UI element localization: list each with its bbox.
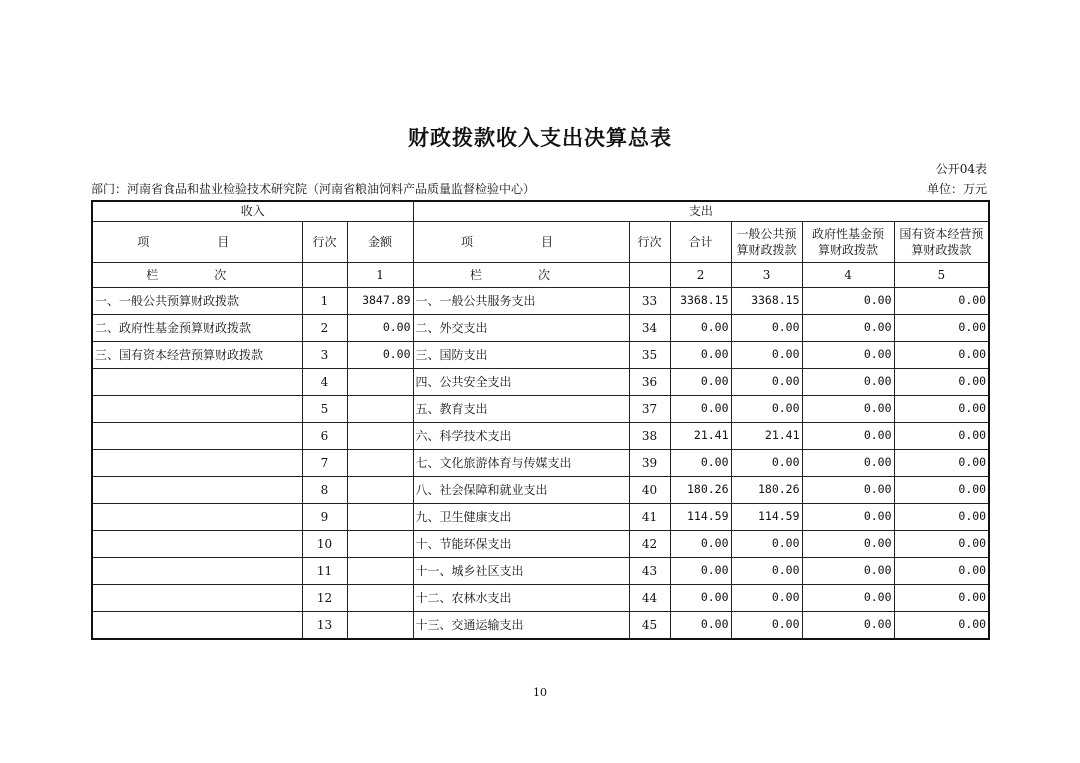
income-amount-cell: 3847.89 — [347, 288, 413, 315]
table-row — [92, 396, 989, 423]
table-row — [92, 531, 989, 558]
expense-total-cell: 0.00 — [670, 585, 731, 612]
expense-item-cell: 五、教育支出 — [413, 396, 629, 423]
income-row-no-cell: 11 — [302, 558, 347, 585]
expense-general-cell: 0.00 — [731, 531, 802, 558]
expense-soe-cell: 0.00 — [894, 531, 989, 558]
expense-total-cell: 0.00 — [670, 315, 731, 342]
expense-row-no-cell: 39 — [629, 450, 670, 477]
expense-item-cell: 十二、农林水支出 — [413, 585, 629, 612]
expense-item-cell: 十、节能环保支出 — [413, 531, 629, 558]
income-item-cell — [92, 612, 302, 640]
income-row-no-cell: 13 — [302, 612, 347, 640]
income-item-cell — [92, 369, 302, 396]
income-row-no-cell: 7 — [302, 450, 347, 477]
expense-soe-cell: 0.00 — [894, 423, 989, 450]
income-amount-cell — [347, 585, 413, 612]
income-amount-cell — [347, 396, 413, 423]
table-row — [92, 369, 989, 396]
expense-total-cell: 114.59 — [670, 504, 731, 531]
expense-item-cell: 四、公共安全支出 — [413, 369, 629, 396]
income-amount-cell — [347, 558, 413, 585]
expense-soe-cell: 0.00 — [894, 450, 989, 477]
expense-row-no-cell: 41 — [629, 504, 670, 531]
expense-row-no-cell: 37 — [629, 396, 670, 423]
expense-item-cell: 八、社会保障和就业支出 — [413, 477, 629, 504]
expense-row-no-header: 行次 — [629, 222, 670, 263]
table-row — [92, 558, 989, 585]
table-row — [92, 315, 989, 342]
income-row-no-cell: 10 — [302, 531, 347, 558]
form-number: 公开04表 — [935, 162, 987, 176]
expense-soe-cell: 0.00 — [894, 396, 989, 423]
income-amount-cell — [347, 369, 413, 396]
expense-general-cell: 180.26 — [731, 477, 802, 504]
table-row — [92, 612, 989, 640]
expense-row-no-cell: 38 — [629, 423, 670, 450]
col-index-4: 4 — [802, 263, 894, 288]
expense-row-no-cell: 43 — [629, 558, 670, 585]
expense-general-cell: 21.41 — [731, 423, 802, 450]
expense-item-cell: 二、外交支出 — [413, 315, 629, 342]
expense-fund-cell: 0.00 — [802, 342, 894, 369]
income-row-no-cell: 1 — [302, 288, 347, 315]
expense-general-cell: 0.00 — [731, 369, 802, 396]
expense-general-cell: 0.00 — [731, 315, 802, 342]
expense-total-cell: 0.00 — [670, 450, 731, 477]
expense-total-cell: 0.00 — [670, 369, 731, 396]
expense-general-cell: 3368.15 — [731, 288, 802, 315]
income-row-no-cell: 8 — [302, 477, 347, 504]
expense-item-cell: 十三、交通运输支出 — [413, 612, 629, 640]
col-index-3: 3 — [731, 263, 802, 288]
expense-total-cell: 21.41 — [670, 423, 731, 450]
income-item-cell — [92, 450, 302, 477]
income-amount-header: 金额 — [347, 222, 413, 263]
income-amount-cell — [347, 477, 413, 504]
expense-fund-cell: 0.00 — [802, 531, 894, 558]
expense-fund-cell: 0.00 — [802, 477, 894, 504]
expense-total-cell: 0.00 — [670, 612, 731, 640]
table-row — [92, 504, 989, 531]
income-row-no-cell: 4 — [302, 369, 347, 396]
table-row — [92, 423, 989, 450]
income-row-no-cell: 6 — [302, 423, 347, 450]
expense-fund-cell: 0.00 — [802, 450, 894, 477]
income-item-cell — [92, 504, 302, 531]
expense-fund-cell: 0.00 — [802, 288, 894, 315]
expense-total-cell: 0.00 — [670, 342, 731, 369]
expense-soe-cell: 0.00 — [894, 558, 989, 585]
expense-item-cell: 六、科学技术支出 — [413, 423, 629, 450]
expense-row-no-cell: 35 — [629, 342, 670, 369]
expense-fund-cell: 0.00 — [802, 369, 894, 396]
expense-general-cell: 0.00 — [731, 612, 802, 640]
income-amount-cell — [347, 450, 413, 477]
table-row — [92, 450, 989, 477]
income-amount-cell — [347, 612, 413, 640]
page-title: 财政拨款收入支出决算总表 — [408, 125, 672, 150]
expense-general-cell: 0.00 — [731, 450, 802, 477]
expense-row-no-cell: 40 — [629, 477, 670, 504]
income-row-no-cell: 5 — [302, 396, 347, 423]
table-body — [92, 288, 989, 640]
income-item-cell — [92, 531, 302, 558]
income-row-no-cell: 9 — [302, 504, 347, 531]
expense-row-no-cell: 44 — [629, 585, 670, 612]
col-label-right: 栏 次 — [413, 263, 629, 288]
income-amount-cell — [347, 531, 413, 558]
col-index-5: 5 — [894, 263, 989, 288]
income-amount-cell: 0.00 — [347, 315, 413, 342]
table-row — [92, 585, 989, 612]
income-amount-cell — [347, 504, 413, 531]
income-item-cell: 三、国有资本经营预算财政拨款 — [92, 342, 302, 369]
expense-soe-cell: 0.00 — [894, 612, 989, 640]
expense-total-cell: 0.00 — [670, 558, 731, 585]
col-index-2: 2 — [670, 263, 731, 288]
income-item-cell — [92, 558, 302, 585]
expense-row-no-cell: 36 — [629, 369, 670, 396]
expense-total-cell: 0.00 — [670, 531, 731, 558]
expense-soe-header: 国有资本经营预 算财政拨款 — [894, 222, 989, 263]
expense-total-cell: 180.26 — [670, 477, 731, 504]
income-item-cell: 一、一般公共预算财政拨款 — [92, 288, 302, 315]
col-label-left: 栏 次 — [92, 263, 302, 288]
expense-soe-cell: 0.00 — [894, 342, 989, 369]
income-amount-cell: 0.00 — [347, 342, 413, 369]
expense-soe-cell: 0.00 — [894, 477, 989, 504]
expense-soe-cell: 0.00 — [894, 504, 989, 531]
expense-item-cell: 七、文化旅游体育与传媒支出 — [413, 450, 629, 477]
expense-total-cell: 0.00 — [670, 396, 731, 423]
income-item-cell — [92, 396, 302, 423]
expense-general-header: 一般公共预 算财政拨款 — [731, 222, 802, 263]
col-index-1: 1 — [347, 263, 413, 288]
expense-soe-cell: 0.00 — [894, 288, 989, 315]
income-row-no-cell: 2 — [302, 315, 347, 342]
income-amount-cell — [347, 423, 413, 450]
income-row-no-cell: 12 — [302, 585, 347, 612]
income-item-cell: 二、政府性基金预算财政拨款 — [92, 315, 302, 342]
expense-group-header: 支出 — [413, 201, 989, 222]
expense-fund-cell: 0.00 — [802, 612, 894, 640]
department-label: 部门：河南省食品和盐业检验技术研究院（河南省粮油饲料产品质量监督检验中心） — [91, 182, 536, 196]
table-row — [92, 342, 989, 369]
expense-soe-cell: 0.00 — [894, 369, 989, 396]
income-row-no-cell: 3 — [302, 342, 347, 369]
expense-row-no-cell: 33 — [629, 288, 670, 315]
page-number: 10 — [533, 686, 547, 699]
expense-general-cell: 0.00 — [731, 342, 802, 369]
expense-general-cell: 0.00 — [731, 558, 802, 585]
expense-fund-cell: 0.00 — [802, 396, 894, 423]
expense-fund-header: 政府性基金预 算财政拨款 — [802, 222, 894, 263]
expense-fund-cell: 0.00 — [802, 315, 894, 342]
expense-general-cell: 0.00 — [731, 585, 802, 612]
expense-item-cell: 一、一般公共服务支出 — [413, 288, 629, 315]
expense-total-header: 合计 — [670, 222, 731, 263]
expense-total-cell: 3368.15 — [670, 288, 731, 315]
column-index-row — [92, 263, 989, 288]
expense-item-cell: 九、卫生健康支出 — [413, 504, 629, 531]
expense-general-cell: 114.59 — [731, 504, 802, 531]
expense-row-no-cell: 45 — [629, 612, 670, 640]
income-item-cell — [92, 585, 302, 612]
expense-fund-cell: 0.00 — [802, 504, 894, 531]
expense-row-no-cell: 42 — [629, 531, 670, 558]
table-row — [92, 477, 989, 504]
expense-item-header: 项 目 — [413, 222, 629, 263]
income-item-cell — [92, 477, 302, 504]
header-row-groups — [92, 201, 989, 222]
expense-fund-cell: 0.00 — [802, 558, 894, 585]
expense-soe-cell: 0.00 — [894, 585, 989, 612]
unit-label: 单位：万元 — [926, 182, 987, 196]
income-item-header: 项 目 — [92, 222, 302, 263]
expense-soe-cell: 0.00 — [894, 315, 989, 342]
budget-summary-table — [91, 200, 990, 640]
income-group-header: 收入 — [92, 201, 413, 222]
income-item-cell — [92, 423, 302, 450]
header-row-columns — [92, 222, 989, 263]
expense-item-cell: 十一、城乡社区支出 — [413, 558, 629, 585]
expense-general-cell: 0.00 — [731, 396, 802, 423]
expense-fund-cell: 0.00 — [802, 585, 894, 612]
table-row — [92, 288, 989, 315]
expense-fund-cell: 0.00 — [802, 423, 894, 450]
expense-row-no-cell: 34 — [629, 315, 670, 342]
income-row-no-header: 行次 — [302, 222, 347, 263]
expense-item-cell: 三、国防支出 — [413, 342, 629, 369]
